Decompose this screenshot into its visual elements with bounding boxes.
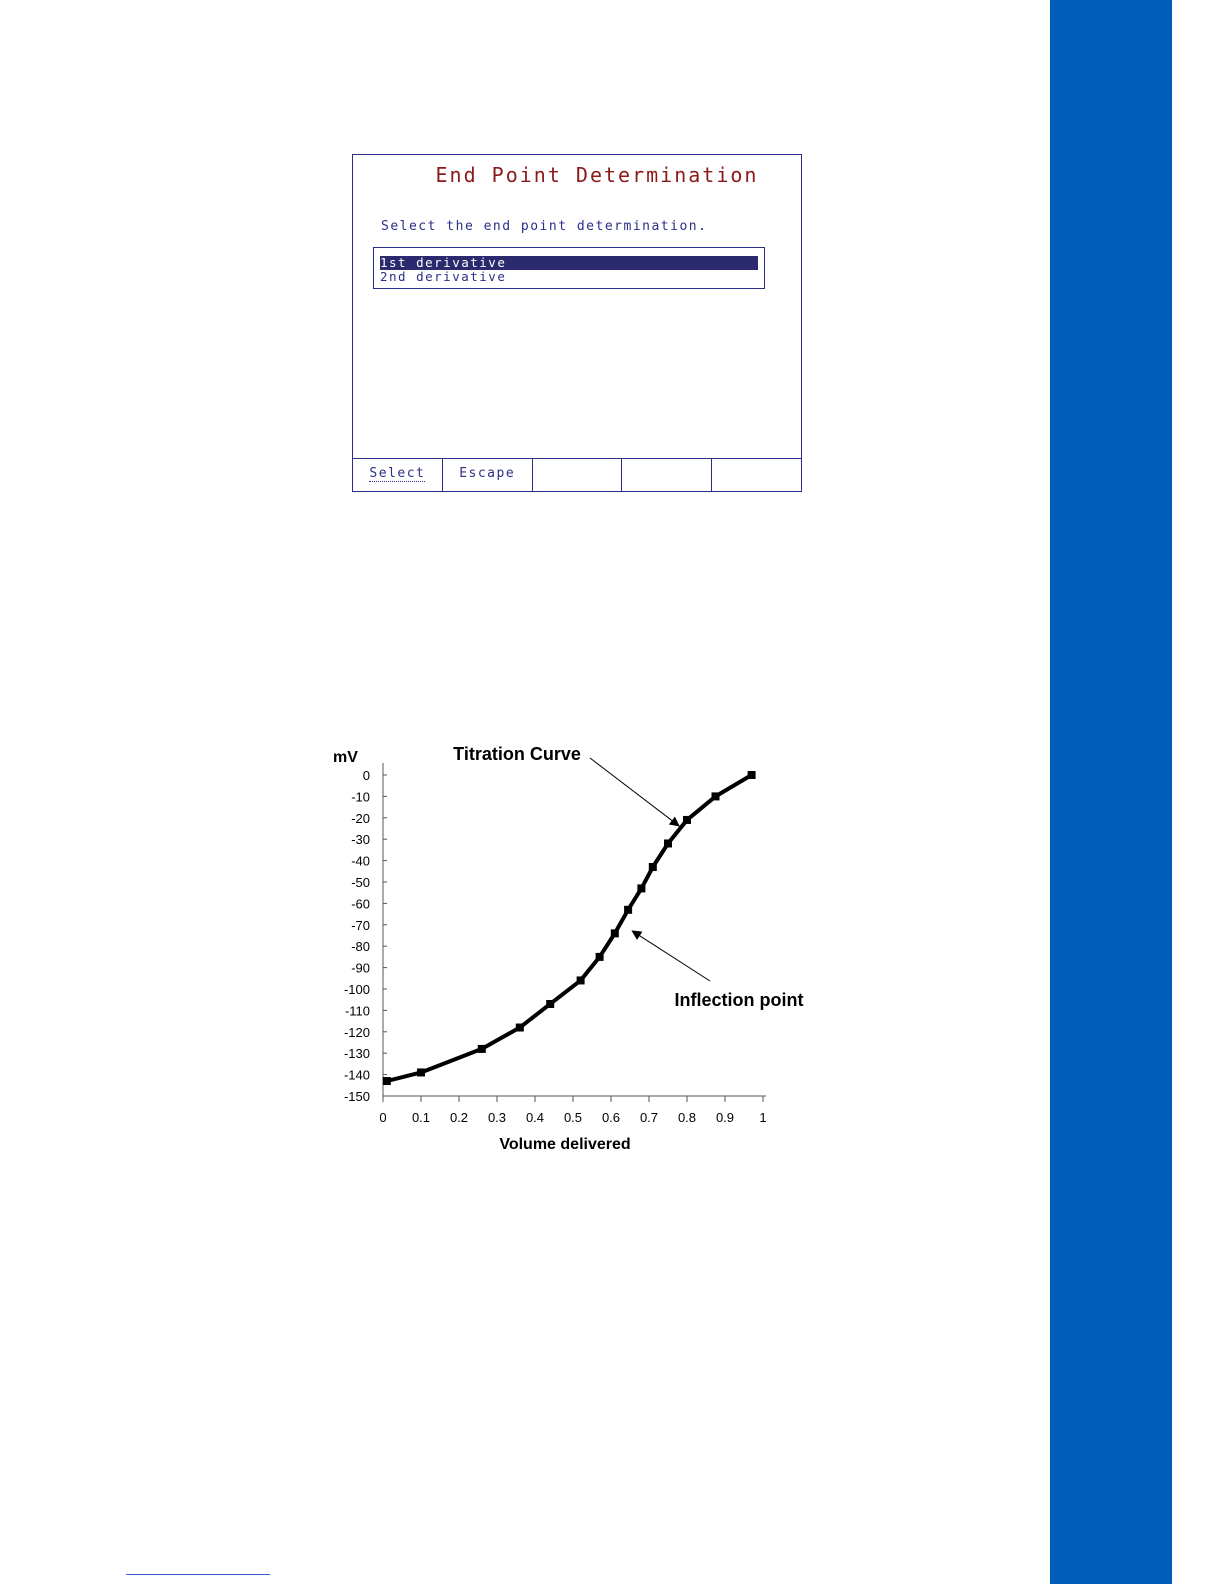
y-tick-label: -130 bbox=[343, 1046, 370, 1062]
data-point bbox=[683, 816, 691, 824]
data-point bbox=[624, 906, 632, 914]
softkey-bar bbox=[353, 458, 801, 491]
titration-chart bbox=[320, 740, 840, 1170]
y-tick-label: -90 bbox=[351, 960, 370, 976]
list-item-1st-derivative[interactable]: 1st derivative bbox=[380, 256, 758, 270]
y-tick-label: -120 bbox=[343, 1024, 370, 1040]
x-tick-label: 0.5 bbox=[563, 1110, 583, 1125]
data-point bbox=[649, 863, 657, 871]
data-point bbox=[712, 792, 720, 800]
data-point bbox=[611, 929, 619, 937]
y-tick-label: -150 bbox=[343, 1089, 370, 1104]
y-tick-label: 0 bbox=[362, 768, 370, 783]
softkey-4[interactable] bbox=[622, 459, 712, 491]
y-tick-label: -20 bbox=[351, 810, 370, 826]
x-tick-label: 0.6 bbox=[601, 1110, 621, 1125]
y-tick-label: -50 bbox=[351, 875, 370, 890]
data-point bbox=[516, 1024, 524, 1032]
data-point bbox=[637, 884, 645, 892]
annotation-titration-curve: Titration Curve bbox=[453, 744, 581, 764]
y-tick-label: -140 bbox=[343, 1067, 370, 1083]
annotation-inflection-point: Inflection point bbox=[674, 990, 804, 1010]
softkey-3[interactable] bbox=[533, 459, 623, 491]
data-point bbox=[383, 1077, 391, 1085]
data-point bbox=[596, 953, 604, 961]
y-tick-label: -70 bbox=[351, 917, 370, 933]
x-tick-label: 0.2 bbox=[449, 1110, 469, 1125]
y-tick-label: -30 bbox=[351, 832, 370, 848]
x-tick-label: 0.9 bbox=[715, 1110, 735, 1125]
select-softkey-label: Select bbox=[369, 466, 426, 481]
y-tick-label: -10 bbox=[351, 789, 370, 805]
y-tick-label: -100 bbox=[343, 982, 370, 997]
y-axis-label: mV bbox=[333, 749, 358, 766]
data-point bbox=[546, 1000, 554, 1008]
select-softkey[interactable] bbox=[353, 459, 443, 491]
data-point bbox=[478, 1045, 486, 1053]
list-item-2nd-derivative[interactable]: 2nd derivative bbox=[380, 269, 507, 284]
y-tick-label: -40 bbox=[351, 853, 370, 869]
footnote-separator bbox=[126, 1574, 270, 1575]
endpoint-listbox[interactable] bbox=[373, 247, 765, 289]
data-point bbox=[417, 1068, 425, 1076]
screen-title: End Point Determination bbox=[435, 163, 759, 187]
y-tick-label: -110 bbox=[344, 1003, 370, 1019]
series-line bbox=[387, 775, 752, 1081]
x-tick-label: 0.7 bbox=[639, 1110, 659, 1125]
x-tick-label: 0 bbox=[379, 1110, 387, 1125]
sidebar-color-band bbox=[1050, 0, 1172, 1584]
escape-softkey[interactable]: Escape bbox=[443, 459, 533, 491]
x-tick-label: 0.3 bbox=[487, 1110, 507, 1125]
y-tick-label: -80 bbox=[351, 939, 370, 955]
y-tick-label: -60 bbox=[351, 896, 370, 912]
titration-curve-arrow bbox=[590, 758, 679, 826]
x-axis-label: Volume delivered bbox=[499, 1136, 631, 1153]
x-tick-label: 1 bbox=[759, 1110, 767, 1125]
x-tick-label: 0.1 bbox=[411, 1110, 431, 1125]
instrument-screen bbox=[352, 154, 802, 492]
x-tick-label: 0.4 bbox=[525, 1110, 545, 1125]
inflection-point-arrow bbox=[632, 931, 710, 981]
softkey-5[interactable] bbox=[712, 459, 801, 491]
data-point bbox=[577, 976, 585, 984]
x-tick-label: 0.8 bbox=[677, 1110, 697, 1125]
data-point bbox=[748, 771, 756, 779]
data-point bbox=[664, 839, 672, 847]
prompt-text: Select the end point determination. bbox=[381, 219, 708, 234]
